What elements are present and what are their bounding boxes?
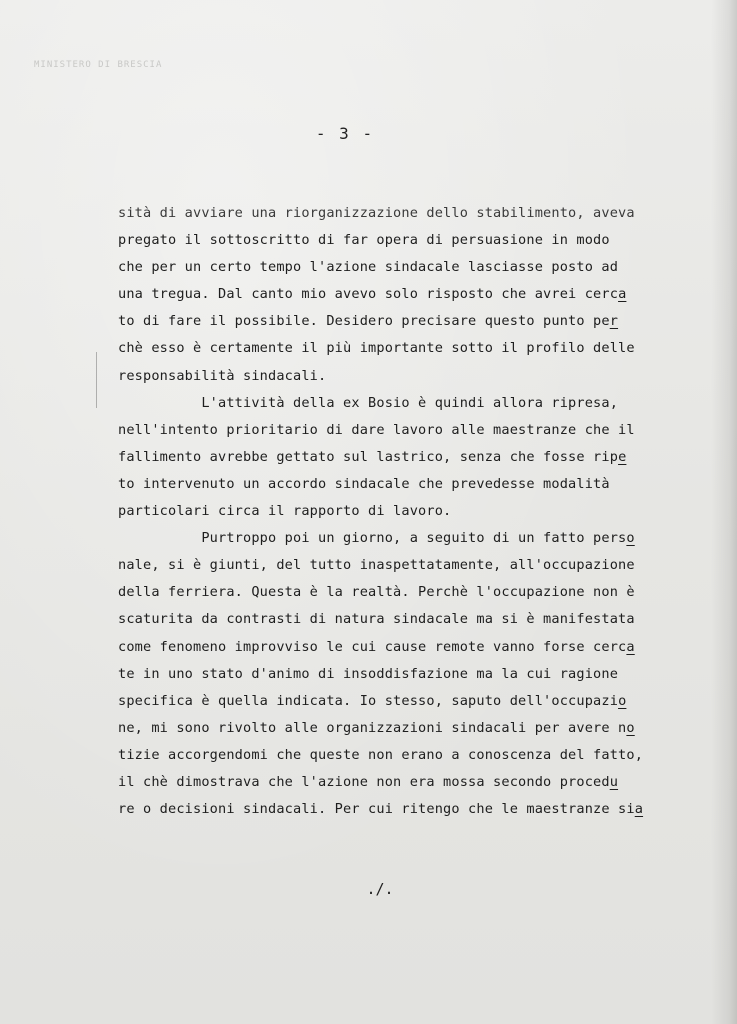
page-edge-shadow	[711, 0, 737, 1024]
text-line-main: nale, si è giunti, del tutto inaspettatamente, all'occupazione	[118, 557, 635, 574]
text-line-main: ne, mi sono rivolto alle organizzazioni sindacali per avere n	[118, 719, 627, 736]
text-line	[118, 634, 708, 661]
text-line-underlined-syllable: o	[626, 719, 635, 736]
text-line	[118, 525, 708, 552]
text-line-underlined-syllable: u	[609, 773, 619, 790]
text-line-underlined-syllable: r	[609, 313, 619, 330]
text-line-main: nell'intento prioritario di dare lavoro alle maestranze che il	[118, 421, 635, 438]
text-line-underlined-syllable: a	[634, 801, 644, 818]
faint-letterhead	[34, 58, 162, 72]
text-line-main: te in uno stato d'animo di insoddisfazione ma la cui ragione	[118, 665, 619, 682]
text-line	[118, 200, 708, 227]
text-line-main: della ferriera. Questa è la realtà. Perchè l'occupazione non è	[118, 584, 635, 601]
text-line-underlined-syllable: a	[626, 638, 635, 655]
text-line	[118, 552, 708, 579]
text-line-main: pregato il sottoscritto di far opera di persuasione in modo	[118, 232, 610, 249]
text-line	[118, 254, 708, 281]
text-line	[118, 688, 708, 715]
text-line	[118, 417, 708, 444]
text-line	[118, 606, 708, 633]
text-line-main: che per un certo tempo l'azione sindacale lasciasse posto ad	[118, 259, 619, 276]
text-line	[118, 444, 708, 471]
text-line-main: Purtroppo poi un giorno, a seguito di un fatto pers	[118, 530, 627, 547]
text-line	[118, 742, 708, 769]
text-line	[118, 579, 708, 606]
text-line-main: L'attività della ex Bosio è quindi allora ripresa,	[118, 394, 619, 411]
text-line-underlined-syllable: o	[618, 692, 627, 709]
text-line-main: sità di avviare una riorganizzazione dello stabilimento, aveva	[118, 205, 635, 221]
text-line-main: scaturita da contrasti di natura sindacale ma si è manifestata	[118, 611, 635, 628]
text-line-underlined-syllable: e	[618, 448, 627, 465]
text-line-underlined-syllable: a	[618, 286, 627, 303]
text-line-main: tizie accorgendomi che queste non erano a conoscenza del fatto,	[118, 746, 644, 763]
text-line	[118, 390, 708, 417]
typed-body-text	[118, 200, 708, 823]
text-line	[118, 363, 708, 390]
text-line-main: particolari circa il rapporto di lavoro.	[118, 503, 452, 520]
text-line	[118, 661, 708, 688]
text-line	[118, 281, 708, 308]
text-line-main: specifica è quella indicata. Io stesso, saputo dell'occupazi	[118, 692, 619, 709]
text-line-main: re o decisioni sindacali. Per cui ritengo che le maestranze si	[118, 801, 635, 818]
text-line	[118, 769, 708, 796]
text-line	[118, 335, 708, 362]
text-line	[118, 498, 708, 525]
text-line-main: to di fare il possibile. Desidero precisare questo punto pe	[118, 313, 610, 330]
letterhead-line: MINISTERO DI BRESCIA	[34, 60, 163, 70]
text-line	[118, 715, 708, 742]
page-number: - 3 -	[315, 124, 375, 143]
text-line	[118, 308, 708, 335]
text-line-main: chè esso è certamente il più importante sotto il profilo delle	[118, 340, 635, 357]
text-line-main: come fenomeno improvviso le cui cause remote vanno forse cerc	[118, 638, 627, 655]
text-line-main: una tregua. Dal canto mio avevo solo risposto che avrei cerc	[118, 286, 619, 303]
text-line	[118, 227, 708, 254]
text-line-main: to intervenuto un accordo sindacale che prevedesse modalità	[118, 475, 610, 492]
text-line	[118, 471, 708, 498]
text-line-main: fallimento avrebbe gettato sul lastrico, senza che fosse rip	[118, 448, 619, 465]
text-line-main: responsabilità sindacali.	[118, 367, 327, 384]
text-line-underlined-syllable: o	[626, 530, 635, 547]
text-line	[118, 796, 708, 823]
text-line-main: il chè dimostrava che l'azione non era mossa secondo proced	[118, 773, 610, 790]
margin-pencil-mark	[96, 352, 97, 408]
continuation-mark: ./.	[366, 880, 394, 898]
